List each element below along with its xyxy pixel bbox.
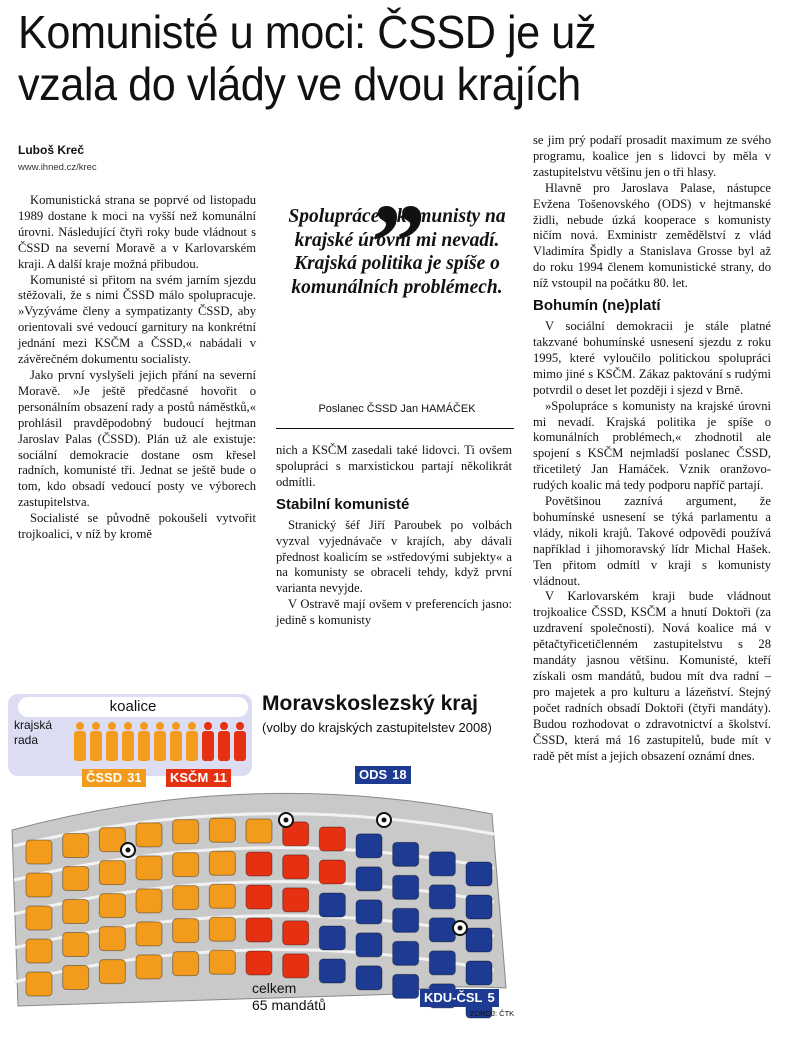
seat — [429, 918, 455, 942]
subhead: Bohumín (ne)platí — [533, 297, 661, 315]
infographic-title: Moravskoslezský kraj — [262, 692, 478, 715]
source-credit: ZDROJ: ČTK — [470, 1009, 515, 1018]
quote-attribution: Poslanec ČSSD Jan HAMÁČEK — [318, 403, 476, 415]
seat — [356, 966, 382, 990]
seat — [209, 917, 235, 941]
seat — [173, 820, 199, 844]
seat — [99, 960, 125, 984]
seat — [209, 884, 235, 908]
seat — [356, 867, 382, 891]
pointer-marker-dot — [126, 848, 131, 853]
seat — [63, 900, 89, 924]
seat — [429, 852, 455, 876]
council-member-body — [106, 731, 118, 761]
total-seats: celkem 65 mandátů — [252, 980, 326, 1013]
divider — [276, 428, 514, 429]
seat — [429, 951, 455, 975]
headline — [18, 6, 732, 110]
headline-line-1: Komunisté u moci: ČSSD je už — [18, 6, 597, 58]
council-member-head — [172, 722, 180, 730]
council-member-body — [202, 731, 214, 761]
council-member-head — [236, 722, 244, 730]
council-figures — [8, 694, 252, 776]
coalition-box — [8, 694, 252, 776]
seat — [63, 834, 89, 858]
seat — [136, 856, 162, 880]
seat — [246, 918, 272, 942]
seat — [209, 950, 235, 974]
council-member-body — [74, 731, 86, 761]
seat — [466, 928, 492, 952]
paragraph: Stranický šéf Jiří Paroubek po volbách vyzval vyjednávače v krajích, aby dávali přednost koalicím se »středovými subjekty« a na komunisty se obraceli tehdy, když první varianta nevyjde. — [276, 517, 512, 596]
council-member-head — [76, 722, 84, 730]
pointer-marker-dot — [284, 818, 289, 823]
pointer-marker-dot — [458, 926, 463, 931]
seat — [283, 921, 309, 945]
seat — [393, 941, 419, 965]
seat — [319, 926, 345, 950]
council-member-head — [220, 722, 228, 730]
council-label: krajská rada — [14, 718, 53, 747]
seat — [393, 908, 419, 932]
seat — [136, 955, 162, 979]
council-member-head — [204, 722, 212, 730]
seat — [466, 862, 492, 886]
seat — [283, 855, 309, 879]
council-member-head — [140, 722, 148, 730]
column-1 — [18, 193, 256, 543]
seat — [136, 889, 162, 913]
seat — [26, 906, 52, 930]
seat — [319, 893, 345, 917]
party-tag-kdu-csl: KDU-ČSL 5 — [420, 989, 499, 1007]
seat — [429, 885, 455, 909]
seat — [466, 961, 492, 985]
byline: Luboš Kreč — [18, 143, 85, 157]
seat — [99, 927, 125, 951]
council-member-head — [156, 722, 164, 730]
paragraph: »Spolupráce s komunisty na krajské úrovni mi nevadí. Krajská politika je spíše o komunálních problémech,« zhodnotil ale spojení s KSČM nejmladší poslanec ČSSD, třicetiletý Jan Hamáček. Vznik oranžovo-rudých koalic má tedy podporu napříč partají. — [533, 398, 771, 493]
paragraph: V Ostravě mají ovšem v preferencích jasno: jedině s komunisty — [276, 597, 512, 628]
seat — [99, 894, 125, 918]
infographic-subtitle: (volby do krajských zastupitelstev 2008) — [262, 720, 492, 735]
headline-line-2: vzala do vlády ve dvou krajích — [18, 58, 581, 110]
council-member-head — [92, 722, 100, 730]
seat — [246, 885, 272, 909]
seat — [209, 851, 235, 875]
council-member-body — [186, 731, 198, 761]
council-member-body — [154, 731, 166, 761]
council-member-head — [108, 722, 116, 730]
seat — [63, 966, 89, 990]
seat — [393, 842, 419, 866]
council-member-head — [188, 722, 196, 730]
quote-mark-icon: „ — [372, 124, 427, 246]
coalition-label: koalice — [18, 697, 248, 717]
pointer-marker-dot — [382, 818, 387, 823]
paragraph: Komunistická strana se poprvé od listopadu 1989 dostane k moci na vyšší než komunální úrovni. Následující čtyři roky bude vládnout s ČSSD na severní Moravě a v Karlovarském kraji. A další kraje možná přibudou. — [18, 193, 256, 271]
seat — [393, 875, 419, 899]
council-member-head — [124, 722, 132, 730]
party-tag-kscm: KSČM 11 — [166, 769, 231, 787]
column-2 — [276, 443, 512, 629]
seat — [173, 886, 199, 910]
seat — [466, 895, 492, 919]
council-member-body — [218, 731, 230, 761]
seat — [283, 954, 309, 978]
paragraph: V sociální demokracii je stále platné takzvané bohumínské usnesení sjezdu z roku 1995, které vyloučilo politickou spolupráci mimo jiné s KSČM. Zákaz paktování s rudými potvrdil o deset let později i sjezd v Brně. — [533, 319, 771, 397]
seat — [209, 818, 235, 842]
source-url[interactable]: www.ihned.cz/krec — [18, 162, 97, 173]
seat — [393, 974, 419, 998]
seat — [246, 819, 272, 843]
seat — [26, 939, 52, 963]
subhead: Stabilní komunisté — [276, 495, 410, 513]
seat — [246, 852, 272, 876]
paragraph: Socialisté se původně pokoušeli vytvořit trojkoalici, v níž by kromě — [18, 511, 256, 542]
council-member-body — [138, 731, 150, 761]
council-member-body — [90, 731, 102, 761]
council-member-body — [234, 731, 246, 761]
seat — [173, 853, 199, 877]
paragraph: Povětšinou zaznívá argument, že bohumínské usnesení se týká parlamentu a vlády, nikoli krajů. Takové odpovědi používá například i jihomoravský lídr Michal Hašek. Ten přitom odmítl v kraji s komunisty vládnout. — [533, 494, 771, 588]
seat — [173, 952, 199, 976]
paragraph: nich a KSČM zasedali také lidovci. Ti ovšem spolupráci s marxistickou partají několikrát odmítli. — [276, 443, 512, 489]
pull-quote: Spolupráce s komunisty na krajské úrovni mi nevadí. Krajská politika je spíše o komunálních problémech. — [288, 206, 506, 298]
seat — [246, 951, 272, 975]
infographic — [0, 684, 523, 1026]
seat — [173, 919, 199, 943]
seat — [136, 823, 162, 847]
seat — [356, 834, 382, 858]
seat — [283, 888, 309, 912]
seat — [136, 922, 162, 946]
seat — [99, 861, 125, 885]
paragraph: Komunisté si přitom na svém jarním sjezdu stěžovali, že s nimi ČSSD málo spolupracuje. »Vyzýváme členy a sympatizanty ČSSD, aby orientovali své vedoucí garnitury na konkrétní jednání mezi KSČM a ČSSD,« nabádali v závěrečném dokumentu socialisty. — [18, 272, 256, 367]
seat — [356, 900, 382, 924]
seat — [26, 873, 52, 897]
seat — [319, 860, 345, 884]
seat — [26, 972, 52, 996]
paragraph: V Karlovarském kraji bude vládnout trojkoalice ČSSD, KSČM a hnutí Doktoři (za uzdravení společnosti). Nová koalice má v pětačtyřicetičlenném zastupitelstvu s 28 mandáty jasnou většinu. Komunisté, kteří získali osm mandátů, budou mít dva radní – pro majetek a pro kulturu a lázeňství. Stejný počet radních obsadí Doktoři (čtyři mandáty). Budou rozhodovat o zdravotnictví a školství. ČSSD, která má 16 zastupitelů, bude mít v radě pět míst a jejich obsazení oznámí dnes. — [533, 589, 771, 763]
seat — [63, 867, 89, 891]
seat — [319, 827, 345, 851]
council-member-body — [170, 731, 182, 761]
paragraph: se jim prý podaří prosadit maximum ze svého programu, koalice jen s lidovci by měla v zastupitelstvu většinu jen o tři hlasy. — [533, 133, 771, 179]
council-member-body — [122, 731, 134, 761]
column-3 — [533, 133, 771, 764]
party-tag-cssd: ČSSD 31 — [82, 769, 146, 787]
seat — [26, 840, 52, 864]
paragraph: Jako první vyslyšeli jejich přání na severní Moravě. »Je ještě předčasné hovořit o personálním obsazení rady a postů náměstků,« prohlásil pravděpodobný budoucí hejtman Jaroslav Palas (ČSSD). Plán už ale existuje: sociální demokracie dostane osm křesel radních, komunisté tři. Jednat se ještě bude o tom, kdo obsadí vedoucí posty ve výborech zastupitelstva. — [18, 367, 256, 510]
seat — [356, 933, 382, 957]
seat — [63, 933, 89, 957]
paragraph: Hlavně pro Jaroslava Palase, nástupce Evžena Tošenovského (ODS) v hejtmanské židli, nebude úzká kooperace s komunisty ničím nová. Exministr zemědělství z vlád Vladimíra Špidly a Stanislava Grosse byl až do roku 1994 členem komunistické strany, do níž vstoupil na počátku 80. let. — [533, 180, 771, 291]
party-tag-ods: ODS 18 — [355, 766, 411, 784]
